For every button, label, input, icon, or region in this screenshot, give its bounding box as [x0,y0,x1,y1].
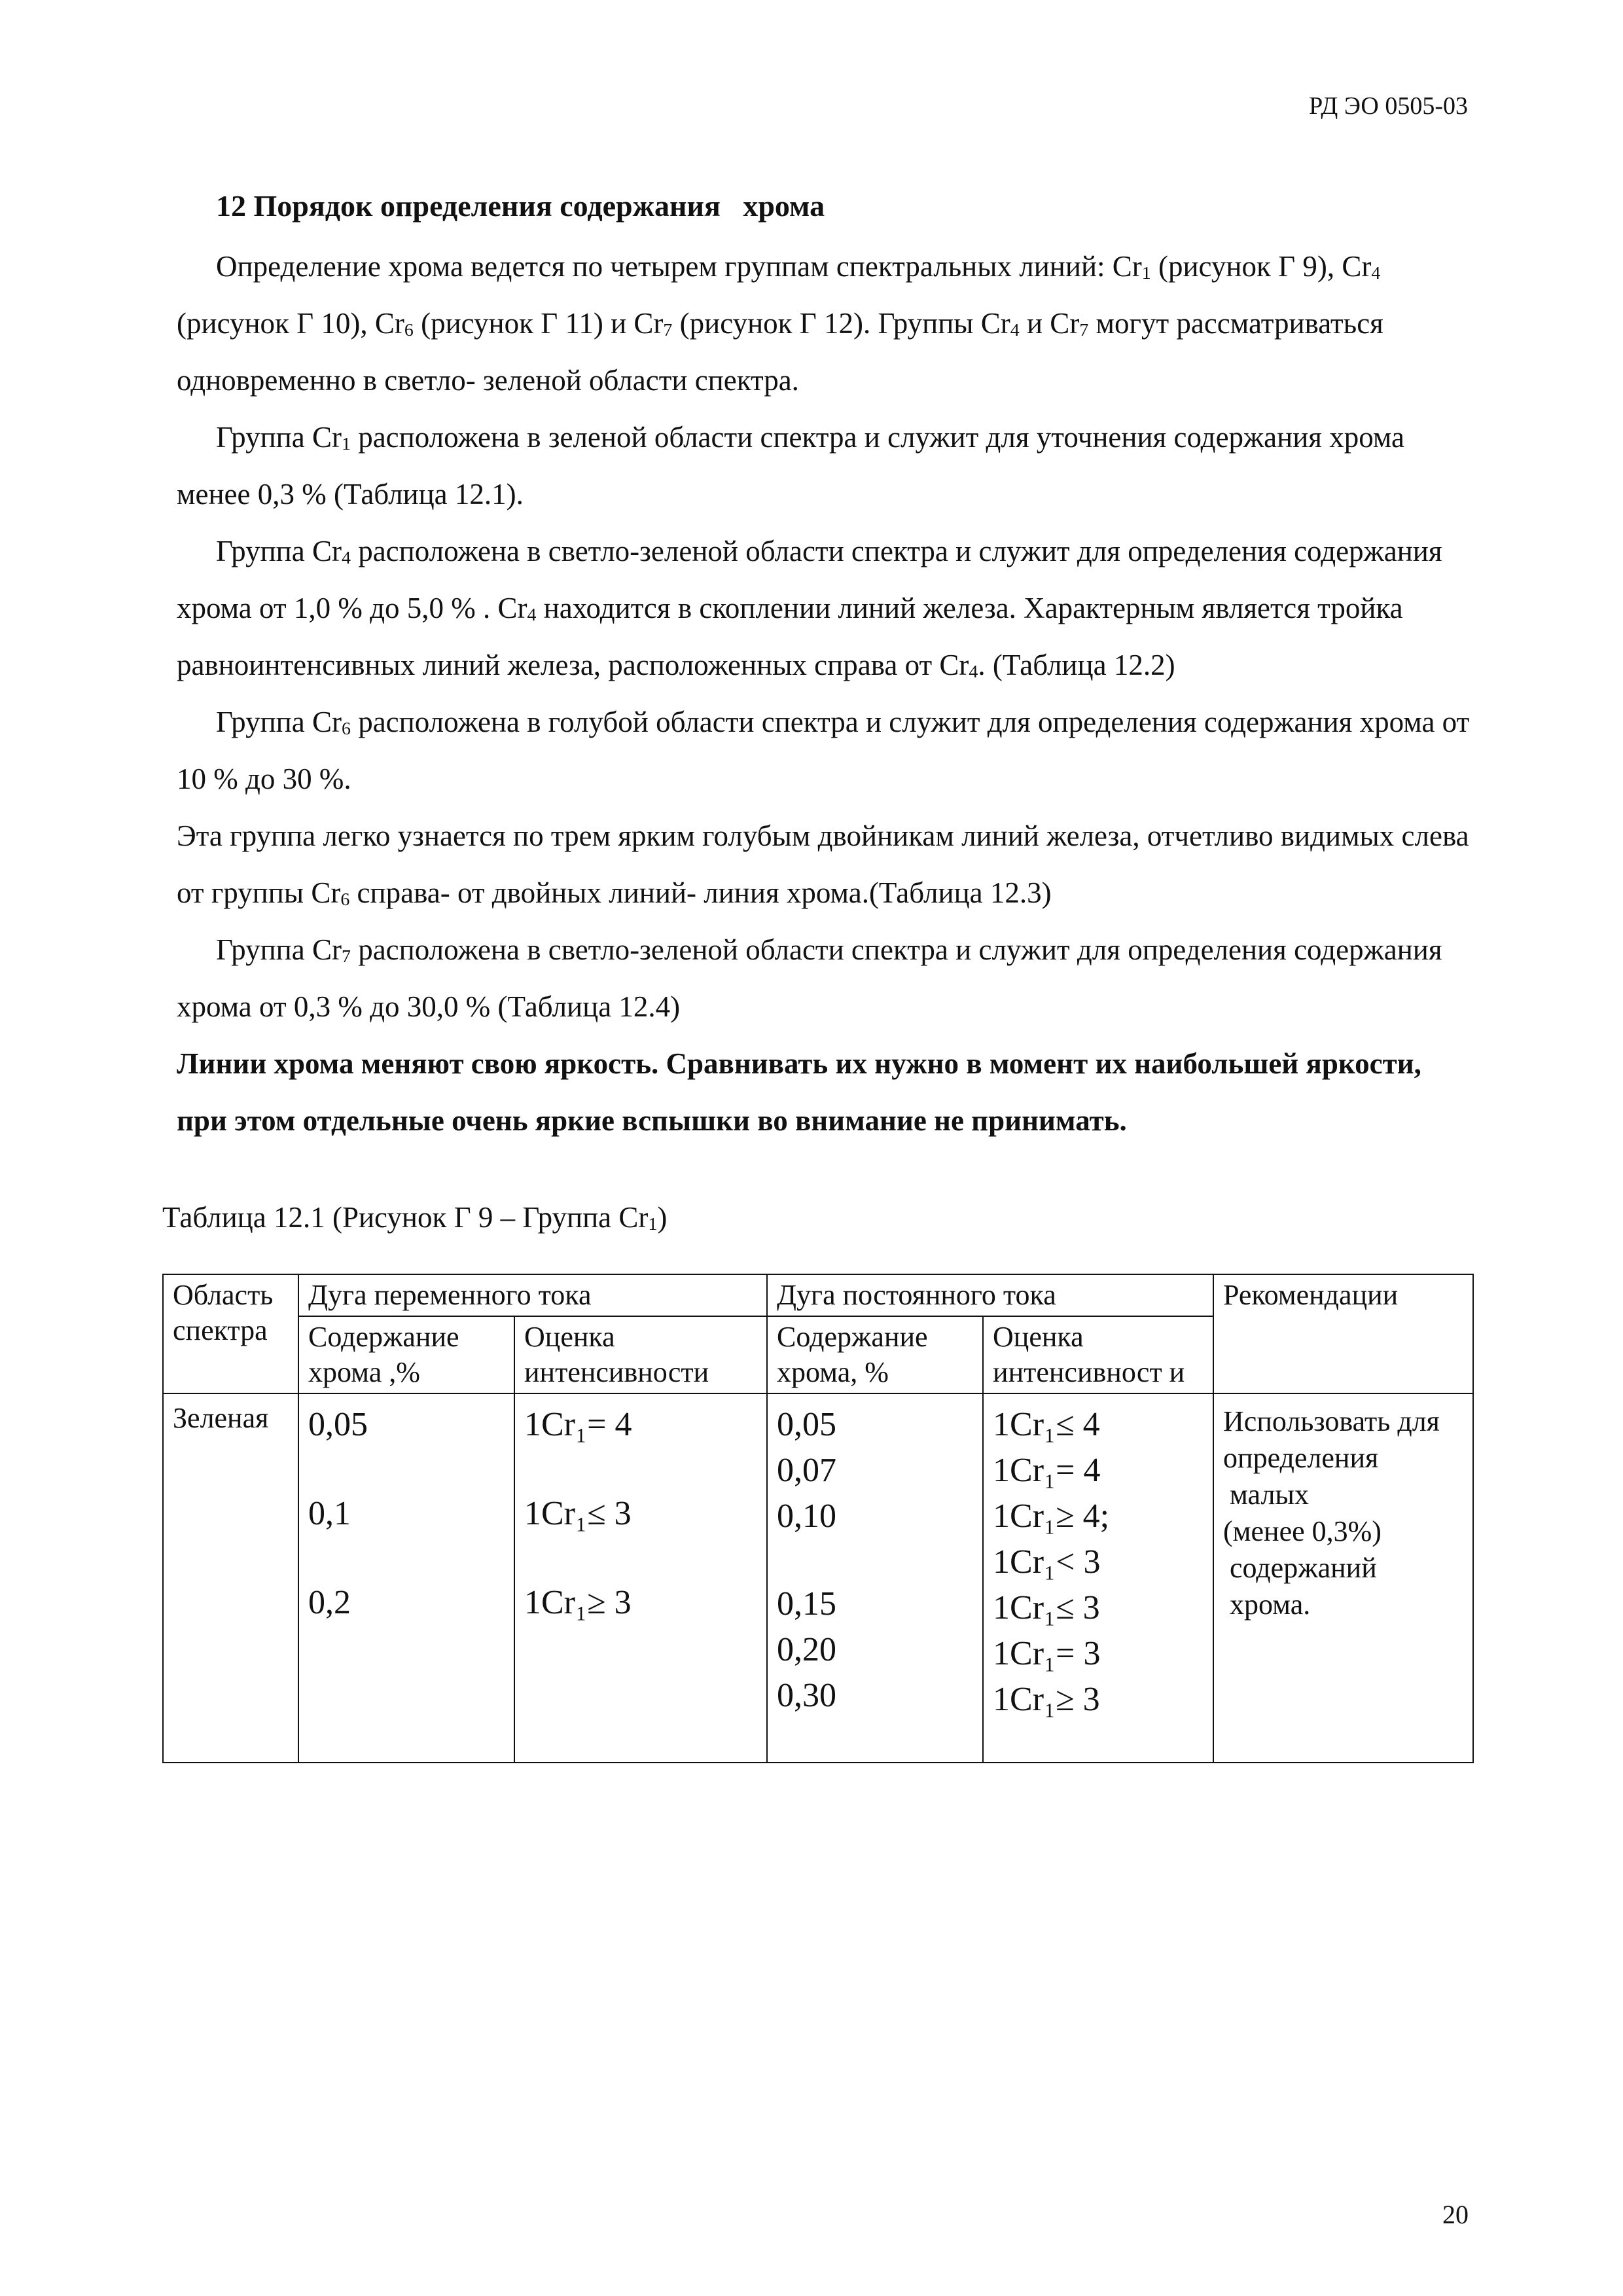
header-chrome-content-dc: Содержание хрома, % [767,1316,983,1393]
cell-dc-intensity [983,1393,1213,1763]
recommendation-line: малых [1230,1479,1309,1511]
cell-dc-content [767,1393,983,1763]
spectral-table [162,1274,1474,1763]
subscript: 4 [1371,263,1381,284]
recommendation-line: Использовать для [1223,1405,1440,1437]
header-dc-arc: Дуга постоянного тока [767,1274,1213,1316]
dc-intensity-value: 1Cr₁= 3 [993,1635,1101,1672]
cell-ac-content [298,1393,514,1763]
ac-content-value: 0,2 [308,1584,351,1621]
subscript: 6 [341,719,351,740]
dc-intensity-value: 1Cr₁≤ 4 [993,1406,1100,1443]
page-number: 20 [1442,2200,1469,2229]
recommendation-line: содержаний [1230,1552,1377,1584]
header-recommendations: Рекомендации [1213,1274,1473,1393]
spacer [524,1537,757,1580]
spacer [524,1448,757,1491]
ac-content-value: 0,1 [308,1495,351,1532]
recommendation-line: хрома. [1230,1588,1311,1621]
subscript: 7 [663,320,673,341]
dc-content-value: 0,10 [777,1498,837,1535]
spacer [308,1448,505,1491]
subscript: 6 [404,320,414,341]
subscript: 1 [1141,263,1151,284]
dc-intensity-value: 1Cr₁≥ 3 [993,1681,1100,1718]
text-run: Группа Cr [216,933,342,966]
text-run: могут рассматриваться одновременно в светло- зеленой области спектра. [177,307,1383,397]
cell-ac-intensity [514,1393,767,1763]
header-chrome-content-ac: Содержание хрома ,% [298,1316,514,1393]
text-run: (рисунок Г 12). Группы Cr [672,307,1010,340]
spacer [777,1539,973,1581]
dc-intensity-value: 1Cr₁= 4 [993,1452,1101,1489]
section-title: 12 Порядок определения содержания хрома [216,189,825,223]
dc-intensity-value: 1Cr₁≤ 3 [993,1589,1100,1626]
header-intensity-dc: Оценка интенсивност и [983,1316,1213,1393]
table-caption-text: Таблица 12.1 (Рисунок Г 9 – Группа Cr [162,1201,649,1234]
dc-content-value: 0,20 [777,1631,837,1668]
text-run: расположена в голубой области спектра и служит для определения содержания хрома от 10 % до 30 %. [177,706,1470,795]
dc-content-value: 0,07 [777,1452,837,1489]
body-paragraph [177,694,1479,808]
text-run: находится в скоплении линий железа. Характерным является тройка равноинтенсивных линий железа, расположенных справа от Cr [177,592,1403,681]
text-run: Линии хрома меняют свою яркость. Сравнивать их нужно в момент их наибольшей яркости, при этом отдельные очень яркие вспышки во внимание не принимать. [177,1047,1421,1137]
text-run: расположена в светло-зеленой области спектра и служит для определения содержания хрома от 0,3 % до 30,0 % (Таблица 12.4) [177,933,1442,1023]
subscript: 7 [1079,320,1089,341]
body-paragraph [177,238,1479,409]
ac-content-value: 0,05 [308,1406,368,1443]
header-region: Область спектра [163,1274,298,1393]
dc-intensity-value: 1Cr₁< 3 [993,1543,1101,1581]
text-run: расположена в зеленой области спектра и служит для уточнения содержания хрома менее 0,3 % (Таблица 12.1). [177,421,1405,511]
cell-recommendation [1213,1393,1473,1763]
table-caption-subscript: 1 [648,1214,658,1235]
ac-intensity-value: 1Cr₁≤ 3 [524,1495,632,1532]
header-ac-arc: Дуга переменного тока [298,1274,767,1316]
text-run: Определение хрома ведется по четырем группам спектральных линий: Cr [216,250,1142,283]
text-run: (рисунок Г 9), Cr [1150,250,1372,283]
subscript: 4 [1010,320,1020,341]
text-run: Группа Cr [216,535,342,567]
body-paragraph [177,523,1479,694]
header-intensity-ac: Оценка интенсивности [514,1316,767,1393]
dc-content-value: 0,15 [777,1585,837,1623]
subscript: 4 [341,548,351,569]
dc-content-value: 0,05 [777,1406,837,1443]
subscript: 4 [527,605,537,626]
subscript: 7 [341,946,351,967]
spacer [308,1537,505,1580]
body-paragraph [177,409,1479,523]
dc-intensity-value: 1Cr₁≥ 4; [993,1498,1110,1535]
recommendation-line: (менее 0,3%) [1223,1515,1382,1547]
text-run: . (Таблица 12.2) [978,649,1175,681]
cell-region: Зеленая [163,1393,298,1763]
text-run: справа- от двойных линий- линия хрома.(Таблица 12.3) [349,876,1052,909]
body-paragraph [177,922,1479,1035]
body-text [177,238,1479,1149]
dc-content-value: 0,30 [777,1677,837,1714]
table-header-row [163,1274,1473,1316]
recommendation-line: определения [1223,1442,1379,1474]
text-run: (рисунок Г 11) и Cr [413,307,664,340]
text-run: (рисунок Г 10), Cr [177,307,404,340]
text-run: и Cr [1019,307,1080,340]
ac-intensity-value: 1Cr₁= 4 [524,1406,632,1443]
body-paragraph [177,1035,1479,1149]
text-run: Группа Cr [216,421,342,454]
table-caption [162,1200,667,1234]
subscript: 1 [341,434,351,455]
body-paragraph [177,808,1479,922]
ac-intensity-value: 1Cr₁≥ 3 [524,1584,632,1621]
document-code: РД ЭО 0505-03 [1309,92,1468,120]
text-run: Группа Cr [216,706,342,738]
text-run: Эта группа легко узнается по трем ярким голубым двойникам линий железа, отчетливо видимых слева от группы Cr [177,819,1469,909]
table-caption-close: ) [657,1201,668,1234]
text-run: расположена в светло-зеленой области спектра и служит для определения содержания хрома от 1,0 % до 5,0 % . Cr [177,535,1442,624]
subscript: 4 [969,662,978,683]
table-row [163,1393,1473,1763]
subscript: 6 [340,889,350,910]
